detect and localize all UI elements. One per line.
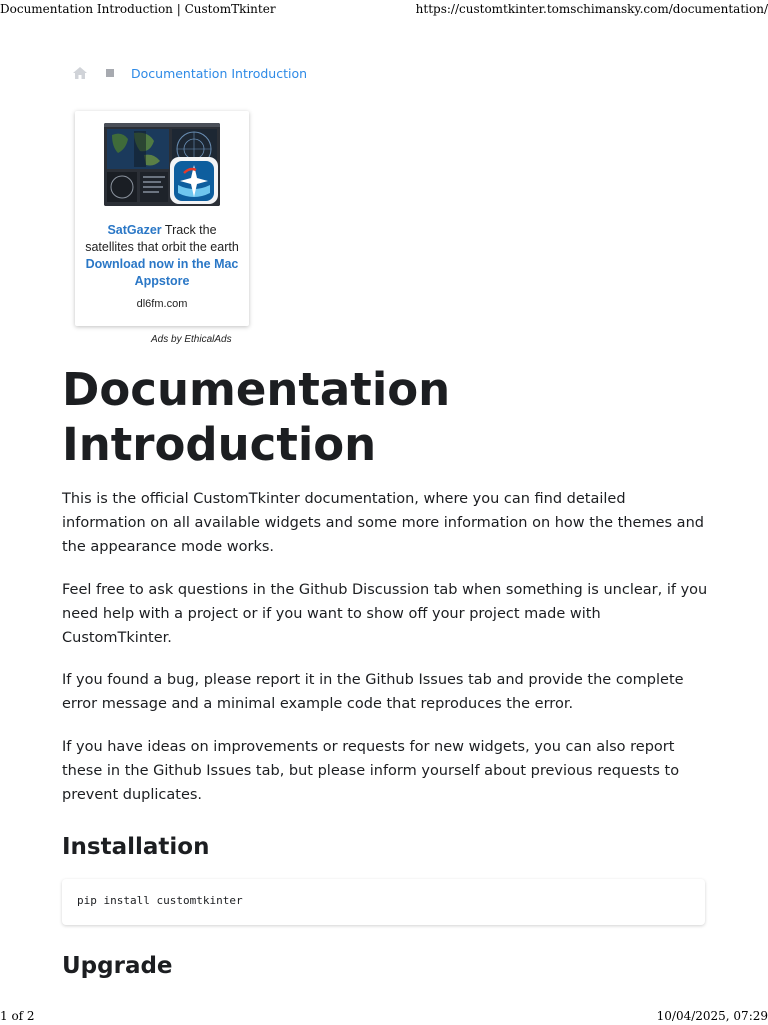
- intro-paragraph: This is the official CustomTkinter documentation, where you can find detailed information on all available widgets and some more information on how the themes and the appearance mode works.: [62, 491, 704, 555]
- breadcrumb: [73, 64, 307, 82]
- satgazer-screenshot-image: [104, 123, 220, 206]
- breadcrumb-current-link[interactable]: Documentation Introduction: [131, 65, 308, 81]
- breadcrumb-separator: [106, 69, 114, 77]
- ideas-paragraph: If you have ideas on improvements or requests for new widgets, you can also report these in the Github Issues tab, but please inform yourself about previous requests to prevent duplicates.: [62, 739, 680, 803]
- ad-description: Track the satellites that orbit the earth: [85, 223, 239, 254]
- install-command: pip install customtkinter: [77, 894, 243, 907]
- bug-report-paragraph: If you found a bug, please report it in the Github Issues tab and provide the complete error message and a minimal example code that reproduces the error.: [62, 672, 684, 712]
- ad-image[interactable]: [104, 123, 220, 206]
- print-page-title: Documentation Introduction | CustomTkinter: [0, 2, 276, 16]
- print-page-number: 1 of 2: [0, 1009, 35, 1023]
- ad-call-to-action[interactable]: Download now in the Mac Appstore: [85, 257, 239, 288]
- ad-text[interactable]: [85, 222, 239, 290]
- installation-heading: Installation: [62, 834, 210, 860]
- print-datetime: 10/04/2025, 07:29: [656, 1009, 768, 1023]
- print-header: [0, 2, 768, 18]
- page-title: Documentation Introduction: [62, 363, 451, 471]
- ad-attribution[interactable]: Ads by EthicalAds: [151, 334, 232, 345]
- questions-paragraph: Feel free to ask questions in the Github Discussion tab when something is unclear, if you need help with a project or if you want to show off your project made with CustomTkinter.: [62, 582, 708, 646]
- print-footer: [0, 1009, 768, 1025]
- ad-brand[interactable]: SatGazer: [107, 223, 162, 237]
- install-code-block[interactable]: [62, 879, 705, 925]
- print-url: https://customtkinter.tomschimansky.com/documentation/: [415, 2, 768, 16]
- ad-card[interactable]: [75, 111, 249, 326]
- home-icon[interactable]: [73, 67, 87, 79]
- ad-domain: dl6fm.com: [136, 298, 188, 310]
- upgrade-heading: Upgrade: [62, 953, 173, 979]
